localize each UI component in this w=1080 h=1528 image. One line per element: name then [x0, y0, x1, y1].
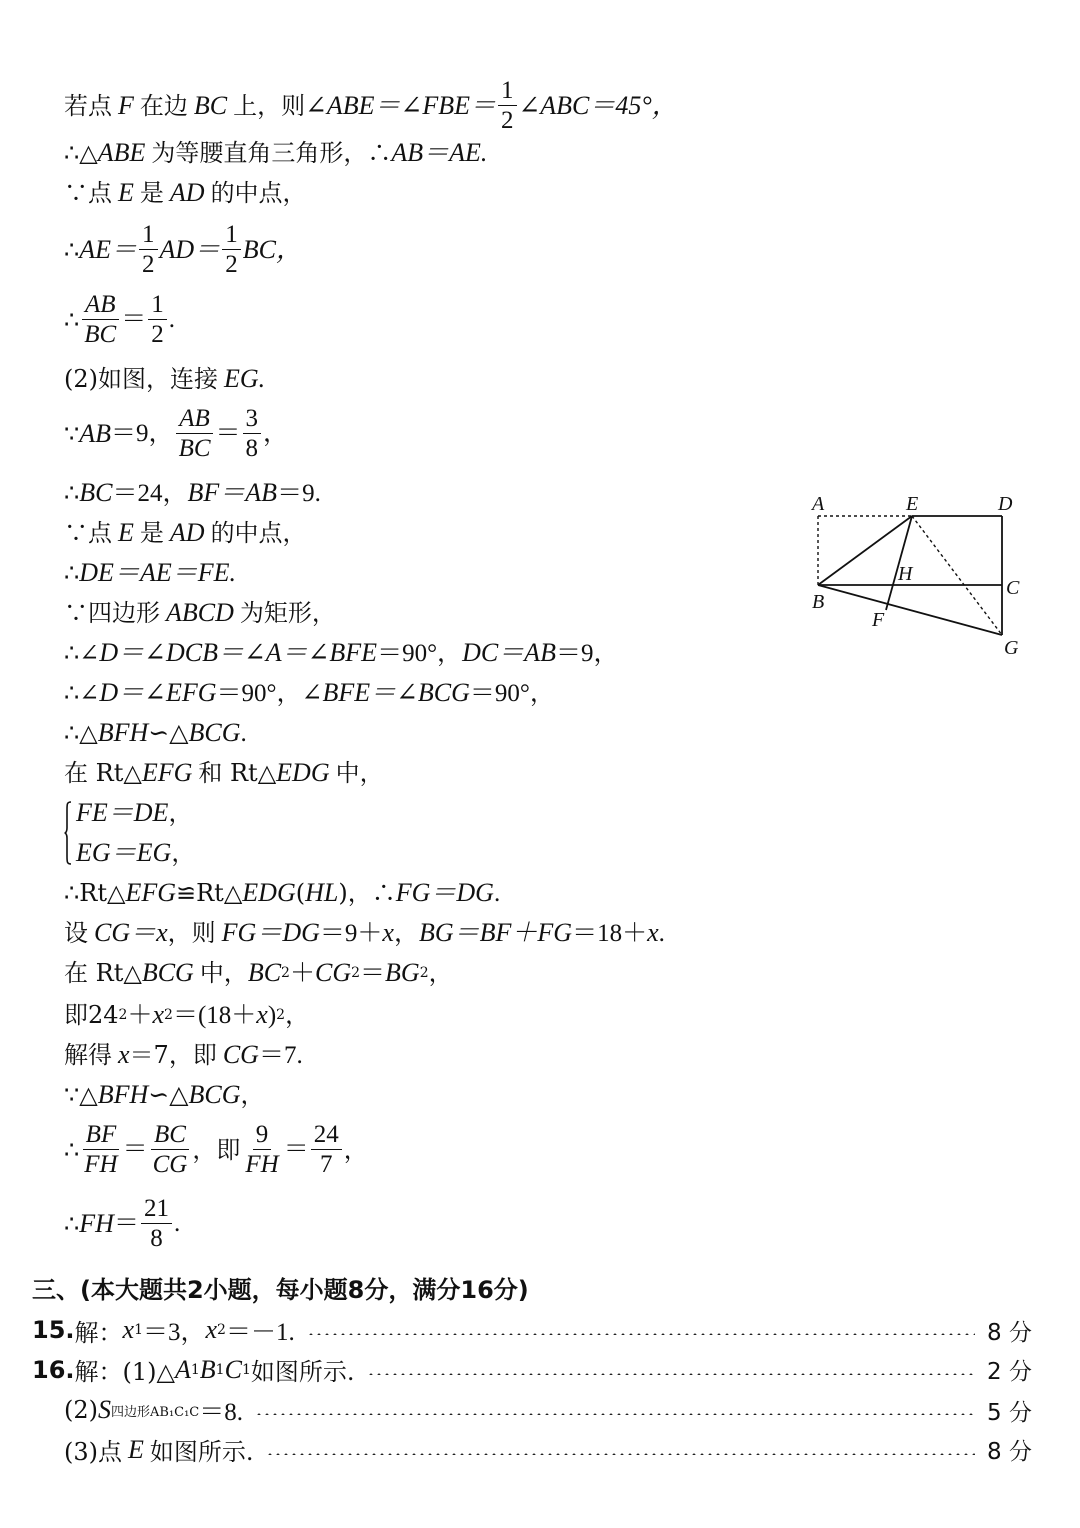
fraction-denominator: FH — [245, 1151, 279, 1178]
text: ≌Rt△ — [176, 879, 243, 907]
math-var: BFH — [97, 1080, 149, 1109]
math-var: x — [152, 1000, 165, 1029]
text: ∴∠ — [64, 679, 100, 707]
text: 为矩形， — [239, 599, 336, 627]
solution-line-25 — [64, 1196, 180, 1251]
text: ∴△ — [64, 139, 98, 167]
solution-line-22 — [64, 1042, 303, 1068]
math-var: E — [118, 518, 134, 547]
math-var: FH — [79, 1208, 114, 1238]
math-expr: BF＝AB — [187, 478, 278, 507]
math-var: BCG — [188, 718, 241, 747]
answer-15 — [32, 1312, 1032, 1348]
math-var: ABE — [97, 138, 146, 167]
subscript: 1 — [134, 1322, 143, 1338]
text: ∴ — [64, 235, 80, 264]
math-var: BC — [247, 958, 282, 987]
solution-line-12 — [64, 640, 618, 666]
math-var: CG — [314, 958, 352, 987]
text: ∴ — [64, 1209, 80, 1238]
subscript: 1 — [241, 1361, 251, 1378]
text: 若点 — [64, 91, 112, 120]
math-expr: BFE＝∠BCG — [322, 678, 470, 707]
solution-line-4 — [64, 222, 302, 277]
solution-line-8 — [64, 480, 321, 506]
math-var: EFG — [141, 758, 193, 787]
math-expr: ＝9＋ — [319, 919, 383, 947]
math-op: ＝ — [215, 420, 241, 447]
subscript: 四边形AB₁C₁C — [111, 1404, 200, 1420]
text: ∴Rt△ — [64, 879, 126, 907]
fraction-denominator: 2 — [225, 251, 238, 278]
score: 2 分 — [987, 1359, 1032, 1385]
math-op: ∽△ — [148, 719, 189, 747]
fraction-numerator: BF — [83, 1122, 120, 1150]
section-heading-three: 三、(本大题共2小题，每小题8分，满分16分) — [32, 1276, 529, 1304]
answer-16-part-3 — [64, 1432, 1032, 1467]
math-expr: ＝7. — [258, 1041, 303, 1069]
math-var: x — [382, 918, 394, 947]
fraction-denominator: 2 — [151, 321, 164, 348]
answer-16-part-2 — [64, 1392, 1032, 1428]
text: (3)点 — [64, 1438, 122, 1466]
fraction-numerator: BC — [151, 1122, 189, 1150]
solution-line-21 — [64, 1002, 309, 1028]
fraction — [498, 78, 517, 133]
math-expr: D＝∠DCB＝∠A＝∠BFE — [99, 638, 378, 667]
math-expr: FE＝DE — [76, 798, 169, 827]
math-var: AD — [169, 518, 205, 547]
math-var: CG — [222, 1040, 259, 1069]
question-number: 16. — [32, 1355, 75, 1384]
math-var: B — [199, 1354, 216, 1384]
solution-line-9 — [64, 520, 307, 546]
text: ＝7，即 — [129, 1041, 217, 1069]
text: 解： — [74, 1318, 123, 1347]
text: ， — [171, 839, 196, 867]
geometry-figure — [800, 490, 1040, 670]
math-expr: ＝24， — [112, 479, 188, 507]
solution-line-24 — [64, 1122, 368, 1177]
fraction-denominator: 2 — [142, 251, 155, 278]
text: 解：(1)△ — [74, 1358, 175, 1386]
math-var: EG. — [224, 364, 266, 393]
math-op: . — [168, 306, 175, 333]
math-expr: ＝9， — [111, 420, 174, 447]
math-expr: ＝18＋ — [572, 919, 648, 947]
text: ， — [168, 799, 193, 827]
fraction — [222, 222, 241, 277]
math-expr: ＝90°， — [377, 639, 463, 667]
exponent: 2 — [276, 1007, 286, 1023]
fraction-denominator: 8 — [150, 1225, 163, 1252]
answer-16 — [32, 1352, 1032, 1387]
solution-line-19 — [64, 920, 665, 946]
text: ∵点 — [64, 519, 112, 547]
label-F: F — [872, 609, 885, 631]
exponent: 2 — [118, 1007, 128, 1023]
subscript: 2 — [217, 1322, 226, 1338]
text: 中， — [335, 759, 384, 787]
math-op: ＝ — [113, 1210, 139, 1237]
math-var: BC — [193, 90, 228, 120]
fraction — [81, 292, 119, 347]
math-var: C — [224, 1354, 242, 1384]
text: 的中点， — [210, 519, 307, 547]
math-var: BC — [79, 478, 113, 507]
math-expr: DC＝AB — [462, 638, 556, 667]
question-number: 15. — [32, 1316, 75, 1344]
dot-leader — [266, 1453, 976, 1455]
text: ，则 — [167, 919, 216, 947]
math-expr: AB＝AE. — [391, 138, 488, 167]
dot-leader — [307, 1333, 975, 1335]
math-expr: ＝8. — [199, 1399, 244, 1426]
fraction — [176, 406, 214, 461]
text: 解得 — [64, 1041, 112, 1069]
text: ( — [295, 879, 306, 907]
text: ∴△ — [64, 719, 98, 747]
text: (2) — [64, 1396, 98, 1424]
text: ∴ — [64, 479, 80, 507]
label-D: D — [998, 493, 1013, 515]
math-expr: D＝∠EFG — [99, 678, 217, 707]
text: ∴∠ — [64, 639, 100, 667]
solution-line-1 — [64, 78, 678, 133]
math-expr: ＝90°，∠ — [216, 679, 323, 707]
math-var: S — [98, 1395, 111, 1424]
math-op: ＋ — [127, 1001, 153, 1029]
exponent: 2 — [419, 965, 429, 981]
fraction-numerator: 1 — [498, 78, 517, 106]
math-var: x — [122, 1315, 135, 1344]
solution-line-10 — [64, 560, 236, 586]
solution-line-15 — [64, 760, 384, 786]
math-var: HL — [305, 878, 339, 907]
fraction — [242, 1122, 281, 1177]
math-var: F — [118, 90, 134, 120]
text: 设 — [64, 919, 88, 947]
dot-leader — [255, 1413, 975, 1415]
math-op: . — [658, 919, 665, 947]
math-var: AD — [169, 178, 205, 207]
math-var: BG — [385, 958, 420, 987]
solution-line-3 — [64, 180, 307, 206]
math-op: ＝ — [283, 1136, 309, 1163]
text: ， — [285, 1001, 310, 1029]
math-op: ) — [267, 1001, 277, 1029]
math-op: ， — [393, 919, 419, 947]
math-var: x — [647, 918, 659, 947]
math-var: EFG — [125, 878, 176, 907]
math-op: ＋ — [289, 959, 315, 987]
solution-line-23 — [64, 1082, 264, 1108]
math-expr: EG＝EG — [76, 838, 172, 867]
math-var: x — [205, 1315, 218, 1344]
score: 5 分 — [987, 1399, 1032, 1426]
fraction-numerator: 1 — [148, 292, 167, 320]
solution-line-2 — [64, 140, 487, 166]
fraction-denominator: 8 — [245, 435, 259, 462]
label-E: E — [906, 493, 919, 515]
math-expr: DE＝AE＝FE. — [79, 558, 236, 587]
math-expr: AE＝ — [79, 234, 138, 264]
math-expr: ＝9， — [555, 639, 619, 667]
math-op: ＝ — [360, 959, 386, 987]
exponent: 2 — [351, 965, 361, 981]
math-op: . — [240, 719, 247, 747]
math-var: EDG — [276, 758, 330, 787]
text: ∵点 — [64, 179, 112, 207]
segment-BG — [818, 585, 1002, 635]
solution-line-7 — [64, 406, 288, 461]
fraction-denominator: 7 — [319, 1151, 333, 1178]
math-var: x — [256, 1000, 268, 1029]
segment-EG-dashed — [912, 516, 1002, 635]
score: 8 分 — [987, 1319, 1032, 1346]
math-var: BCG — [188, 1080, 241, 1109]
math-var: A — [174, 1354, 191, 1384]
fraction-numerator: 24 — [311, 1122, 342, 1150]
label-A: A — [812, 493, 825, 515]
math-var: ABCD — [166, 598, 234, 627]
math-expr: ∠ABE＝∠FBE＝ — [305, 90, 496, 120]
math-op: ， — [263, 420, 289, 447]
math-expr: ＝－1. — [225, 1319, 295, 1346]
text: 为等腰直角三角形，∴ — [151, 139, 392, 167]
text: 如图所示. — [149, 1438, 254, 1466]
math-expr: ＝(18＋ — [172, 1001, 257, 1029]
math-expr: BG＝BF＋FG — [418, 918, 573, 947]
text: 在 Rt△ — [64, 959, 142, 987]
text: 如图所示. — [250, 1358, 355, 1386]
math-var: EDG — [242, 878, 296, 907]
text: 在边 — [139, 91, 188, 120]
math-op: ∽△ — [148, 1081, 189, 1109]
fraction-numerator: 21 — [141, 1196, 172, 1224]
fraction — [141, 1196, 172, 1251]
dot-leader — [367, 1373, 976, 1375]
math-expr: ＝90°， — [469, 679, 555, 707]
math-op: . — [173, 1210, 181, 1237]
fraction-numerator: AB — [82, 292, 119, 320]
fraction-denominator: BC — [84, 321, 117, 348]
math-expr: ＝3， — [142, 1319, 206, 1346]
text: 即24 — [64, 1001, 119, 1029]
text: ， — [428, 959, 453, 987]
text: 在 Rt△ — [64, 759, 142, 787]
fraction-denominator: CG — [152, 1151, 188, 1178]
text: ， — [240, 1081, 265, 1109]
fraction-numerator: 3 — [243, 406, 262, 434]
fraction-numerator: 9 — [253, 1122, 272, 1150]
fraction — [150, 1122, 191, 1177]
math-var: x — [118, 1040, 130, 1069]
solution-line-16 — [76, 800, 192, 826]
exponent: 2 — [164, 1007, 173, 1023]
math-expr: ∠ABC＝45°， — [518, 90, 678, 120]
text: ， — [343, 1135, 368, 1164]
solution-line-14 — [64, 720, 247, 746]
solution-line-13 — [64, 680, 555, 706]
fraction-denominator: 2 — [501, 107, 514, 134]
fraction — [311, 1122, 342, 1177]
subscript: 1 — [215, 1361, 225, 1378]
text: ∵四边形 — [64, 599, 160, 627]
label-G: G — [1004, 637, 1019, 659]
label-B: B — [812, 591, 825, 613]
text: ∴ — [64, 1135, 80, 1164]
exponent: 2 — [281, 965, 290, 981]
text: )，∴ — [338, 879, 396, 907]
text: (2)如图，连接 — [64, 365, 218, 393]
solution-line-11 — [64, 600, 336, 626]
text: 是 — [139, 179, 164, 207]
text: ∵△ — [64, 1081, 98, 1109]
fraction-numerator: 1 — [139, 222, 158, 250]
math-var: E — [128, 1434, 144, 1464]
text: ∵ — [64, 419, 80, 448]
math-op: . — [493, 879, 501, 907]
math-var: BCG — [141, 958, 194, 987]
text: ，即 — [192, 1135, 241, 1164]
left-brace-icon — [64, 800, 72, 866]
text: 和 Rt△ — [198, 759, 277, 787]
fraction — [139, 222, 158, 277]
label-H: H — [898, 563, 913, 585]
text: 中， — [199, 959, 248, 987]
fraction — [243, 406, 262, 461]
math-expr: BC， — [242, 234, 302, 264]
fraction-numerator: AB — [176, 406, 213, 434]
text: ∴ — [64, 559, 80, 587]
math-var: AB — [79, 418, 112, 448]
math-expr: ＝9. — [277, 479, 321, 507]
fraction — [81, 1122, 120, 1177]
score: 8 分 — [987, 1439, 1032, 1465]
text: 的中点， — [210, 179, 307, 207]
math-expr: AD＝ — [159, 234, 221, 264]
solution-line-17 — [76, 840, 195, 866]
math-expr: FG＝DG — [395, 878, 494, 907]
solution-line-20 — [64, 960, 453, 986]
fraction-denominator: BC — [178, 435, 211, 462]
text: 上，则 — [233, 91, 306, 120]
text: ∴ — [64, 305, 80, 334]
fraction-denominator: FH — [84, 1151, 118, 1178]
label-C: C — [1006, 577, 1020, 599]
fraction-numerator: 1 — [222, 222, 241, 250]
text: 是 — [139, 519, 164, 547]
math-op: ＝ — [121, 306, 147, 333]
math-var: BFH — [97, 718, 149, 747]
subscript: 1 — [190, 1361, 200, 1378]
solution-line-6 — [64, 366, 265, 392]
math-expr: CG＝x — [94, 918, 168, 947]
math-op: ＝ — [122, 1136, 148, 1163]
solution-line-18 — [64, 880, 500, 906]
math-var: E — [118, 178, 134, 207]
fraction — [148, 292, 167, 347]
math-expr: FG＝DG — [221, 918, 320, 947]
solution-line-5 — [64, 292, 175, 347]
